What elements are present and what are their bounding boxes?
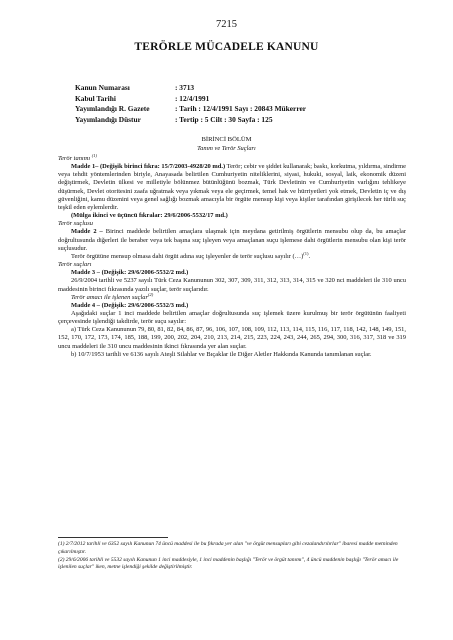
law-info-label: Kabul Tarihi [75,93,116,103]
law-info-row [75,83,306,94]
article-3-label: Madde 3 – (Değişik: 29/6/2006-5532/2 md.) [71,269,189,277]
article-2 [58,228,406,252]
article-2-text: Birinci maddede belirtilen amaçlara ulaşmak için meydana getirilmiş örgütlerin mensubu olup da, bu amaçlar doğrultusunda diğerleri ile beraber veya tek başına suç işleyen veya amaçlanan suçu işlemese dahi örgütlerin mensubu olan kişi terör suçlusudur. [58,228,407,252]
footnote-divider [58,537,168,538]
law-info-table [75,83,306,125]
footnotes [58,541,408,572]
article-2-label: Madde 2 – [71,228,103,236]
law-body [58,152,407,359]
law-info-row [75,94,306,105]
footnote-ref: (2) [148,291,154,297]
section-heading: BİRİNCİ BÖLÜM [201,136,252,143]
article-4-item-a: a) Türk Ceza Kanununun 79, 80, 81, 82, 84, 86, 87, 96, 106, 107, 108, 109, 112, 113, 114, 115, 116, 117, 118, 142, 148, 149, 151, 152, 170, 172, 173, 174, 185, 188, 199, 200, 202, 204, 210, 213, 214, 215, 223, 224, 243, 244, 265, 294, 300, 316, 317, 318 ve 319 uncu maddeleri ile 310 uncu maddesinin ikinci fıkrasında yer alan suçlar. [58,326,406,350]
article-1 [58,163,406,212]
law-info-value: : Tertip : 5 Cilt : 30 Sayfa : 125 [175,114,273,124]
article-1-heading: Terör tanımı $^{(1)}$ [58,152,97,162]
law-info-row [75,115,306,126]
article-4-heading: Terör amacı ile işlenen suçlar$^{(2)}$ [71,291,154,301]
page-number: 7215 [216,19,237,30]
article-1-label: Madde 1– (Değişik birinci fıkra: 15/7/2003-4928/20 md.) [71,163,226,171]
article-4-label: Madde 4 – (Değişik: 29/6/2006-5532/3 md.) [71,301,189,309]
footnote-ref: (1) [91,152,97,158]
article-4-text: Aşağıdaki suçlar 1 inci maddede belirtilen amaçlar doğrultusunda suç işlemek üzere kurulmuş bir terör örgütünün faaliyeti çerçevesinde işlendiği takdirde, terör suçu sayılır: [58,309,406,326]
article-2-heading: Terör suçlusu [58,220,93,228]
footnote-ref: (1) [303,250,309,256]
law-info-value: : Tarih : 12/4/1991 Sayı : 20843 Mükerrer [175,104,307,114]
section-subheading: Tanım ve Terör Suçları [197,145,256,152]
article-3-text: 26/9/2004 tarihli ve 5237 sayılı Türk Ceza Kanununun 302, 307, 309, 311, 312, 313, 314, 315 ve 320 nci maddeleri ile 310 uncu maddesinin birinci fıkrasında yazılı suçlar, terör suçlarıdır. [58,277,406,293]
law-info-label: Yayımlandığı Düstur [75,114,141,124]
footnote-2: (2) 29/6/2006 tarihli ve 5532 sayılı Kanunun 1 inci maddesiyle, 1 inci maddenin başlığı "Terör ve örgüt tanımı", 4 üncü maddenin başlığı "Terör amacı ile işlenilen suçlar" iken, metne işlendiği şekilde değiştirilmiştir. [58,556,399,571]
law-title: TERÖRLE MÜCADELE KANUNU [134,41,319,53]
article-4-item-b: b) 10/7/1953 tarihli ve 6136 sayılı Ateşli Silahlar ve Bıçaklar ile Diğer Aletler Hakkında Kanunda tanımlanan suçlar. [71,350,372,358]
footnote-1: (1) 2/7/2012 tarihli ve 6352 sayılı Kanunun 74 üncü maddesi ile bu fıkrada yer alan "ve örgüt mensupları gibi cezalandırılırlar" ibaresi madde metninden çıkarılmıştır. [58,541,398,555]
law-info-value: : 3713 [175,83,195,92]
article-1-text: Terör; cebir ve şiddet kullanarak; baskı, korkutma, yıldırma, sindirme veya tehdit yöntemlerinden biriyle, Anayasada belirtilen Cumhuriyetin niteliklerini, siyasi, hukuki, sosyal, laik, ekonomik düzeni değiştirmek, Devletin ülkesi ve milletiyle bölünmez bütünlüğünü bozmak, Türk Devletinin ve Cumhuriyetin varlığını tehlikeye düşürmek, Devlet otoritesini zaafa uğratmak veya yıkmak veya ele geçirmek, temel hak ve hürriyetleri yok etmek, Devletin iç ve dış güvenliğini, kamu düzenini veya genel sağlığı bozmak amacıyla bir örgüte mensup kişi veya kişiler tarafından girişilecek her türlü suç teşkil eden eylemlerdir. [58,163,406,211]
article-3-heading: Terör suçları [58,261,92,269]
law-info-label: Yayımlandığı R. Gazete [75,104,150,114]
law-info-value: : 12/4/1991 [175,93,210,103]
law-info-row [75,104,306,115]
article-2-paragraph-2: Terör örgütüne mensup olmasa dahi örgüt adına suç işleyenler de terör suçlusu sayılır (…)$^{(1)}$. [71,250,311,260]
law-info-label: Kanun Numarası [75,83,130,92]
article-1-repealed: (Mülga ikinci ve üçüncü fıkralar: 29/6/2006-5532/17 md.) [71,212,228,220]
